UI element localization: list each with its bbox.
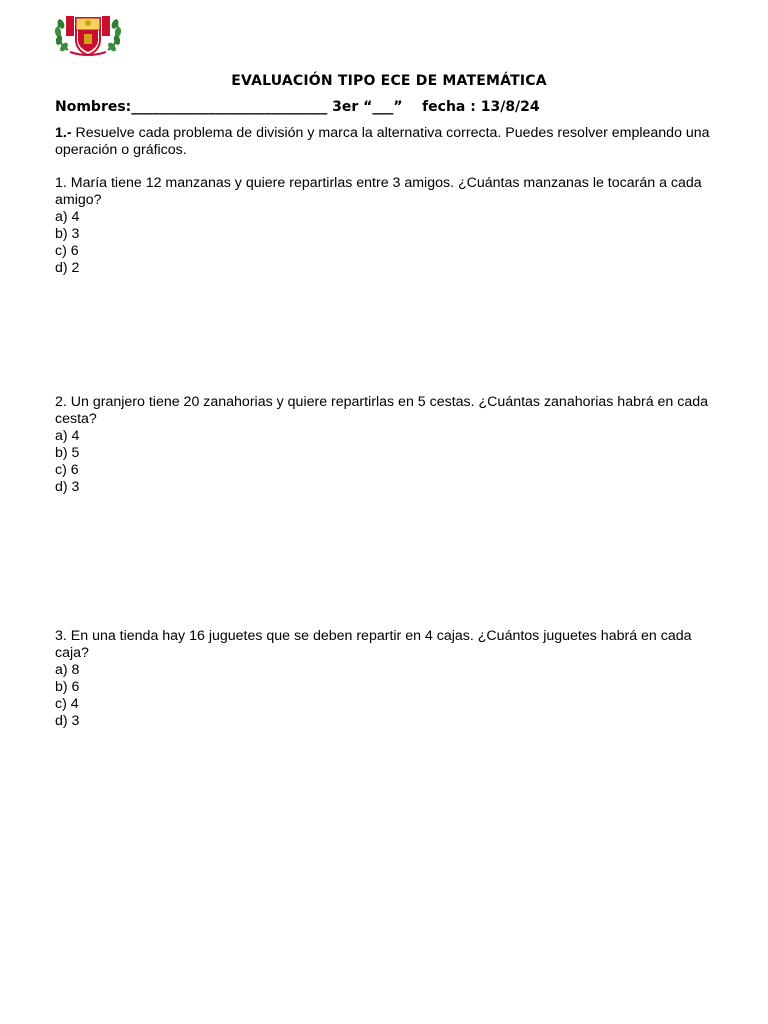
instructions [55, 125, 720, 159]
option-a: a) 4 [55, 428, 80, 444]
question-1 [55, 175, 720, 277]
question-text: 2. Un granjero tiene 20 zanahorias y quiere repartirlas en 5 cestas. ¿Cuántas zanahorias habrá en cada cesta? [55, 394, 709, 427]
option-d: d) 3 [55, 479, 80, 495]
grade-label: 3er “___” [332, 99, 403, 115]
peru-coat-of-arms-icon [52, 10, 124, 58]
option-c: c) 6 [55, 462, 79, 478]
page-title: EVALUACIÓN TIPO ECE DE MATEMÁTICA [231, 73, 547, 89]
nombres-label: Nombres: [55, 99, 132, 115]
option-d: d) 2 [55, 260, 80, 276]
option-b: b) 3 [55, 226, 80, 242]
option-c: c) 4 [55, 696, 79, 712]
nombres-blank: ____________________________ [131, 99, 328, 115]
option-c: c) 6 [55, 243, 79, 259]
instructions-text: Resuelve cada problema de división y marca la alternativa correcta. Puedes resolver empleando una operación o gráficos. [55, 125, 710, 158]
option-a: a) 4 [55, 209, 80, 225]
question-text: 3. En una tienda hay 16 juguetes que se deben repartir en 4 cajas. ¿Cuántos juguetes habrá en cada caja? [55, 628, 692, 661]
question-2 [55, 394, 720, 496]
option-a: a) 8 [55, 662, 80, 678]
question-3 [55, 628, 720, 730]
student-info-line [55, 99, 540, 115]
date-label: fecha : 13/8/24 [422, 99, 540, 115]
option-d: d) 3 [55, 713, 80, 729]
option-b: b) 6 [55, 679, 80, 695]
instructions-number: 1.- [55, 125, 72, 141]
option-b: b) 5 [55, 445, 80, 461]
question-text: 1. María tiene 12 manzanas y quiere repartirlas entre 3 amigos. ¿Cuántas manzanas le tocarán a cada amigo? [55, 175, 702, 208]
